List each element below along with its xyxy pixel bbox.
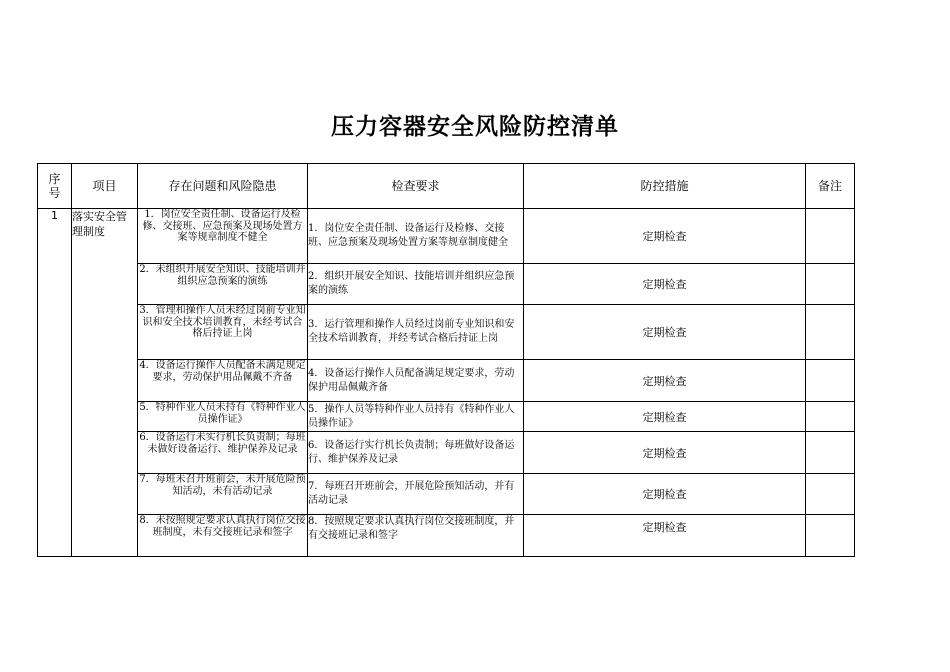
header-requirements: 检查要求 [308, 164, 524, 209]
requirement-cell: 3．运行管理和操作人员经过岗前专业知识和安全技术培训教育，并经考试合格后持证上岗 [308, 305, 524, 360]
header-project: 项目 [72, 164, 138, 209]
issue-cell: 2．未组织开展安全知识、技能培训并组织应急预案的演练 [138, 264, 308, 305]
requirement-cell: 1．岗位安全责任制、设备运行及检修、交接班、应急预案及现场处置方案等规章制度健全 [308, 209, 524, 264]
remark-cell [806, 305, 855, 360]
remark-cell [806, 515, 855, 557]
remark-cell [806, 432, 855, 474]
table-row [38, 264, 855, 305]
measure-cell: 定期检查 [524, 515, 806, 557]
risk-control-table [37, 163, 855, 557]
issue-cell: 8．未按照规定要求认真执行岗位交接班制度，未有交接班记录和签字 [138, 515, 308, 557]
table-row [38, 402, 855, 432]
header-measures: 防控措施 [524, 164, 806, 209]
table-row [38, 209, 855, 264]
measure-cell: 定期检查 [524, 474, 806, 515]
remark-cell [806, 360, 855, 402]
requirement-cell: 4．设备运行操作人员配备满足规定要求，劳动保护用品佩戴齐备 [308, 360, 524, 402]
header-remarks: 备注 [806, 164, 855, 209]
project-name: 落实安全管理制度 [72, 209, 138, 557]
header-num: 序号 [38, 164, 72, 209]
table-row [38, 360, 855, 402]
remark-cell [806, 264, 855, 305]
issue-cell: 5．特种作业人员未持有《特种作业人员操作证》 [138, 402, 308, 432]
remark-cell [806, 474, 855, 515]
requirement-cell: 8．按照规定要求认真执行岗位交接班制度，并有交接班记录和签字 [308, 515, 524, 557]
row-number: 1 [38, 209, 72, 557]
issue-cell: 3．管理和操作人员未经过岗前专业知识和安全技术培训教育，未经考试合格后持证上岗 [138, 305, 308, 360]
issue-cell: 6．设备运行未实行机长负责制；每班未做好设备运行、维护保养及记录 [138, 432, 308, 474]
measure-cell: 定期检查 [524, 432, 806, 474]
table-row [38, 515, 855, 557]
remark-cell [806, 402, 855, 432]
measure-cell: 定期检查 [524, 209, 806, 264]
measure-cell: 定期检查 [524, 360, 806, 402]
table-row [38, 305, 855, 360]
requirement-cell: 6．设备运行实行机长负责制；每班做好设备运行、维护保养及记录 [308, 432, 524, 474]
measure-cell: 定期检查 [524, 305, 806, 360]
page-title: 压力容器安全风险防控清单 [331, 114, 619, 140]
remark-cell [806, 209, 855, 264]
table-header-row [38, 164, 855, 209]
header-issues: 存在问题和风险隐患 [138, 164, 308, 209]
issue-cell: 7．每班未召开班前会，未开展危险预知活动，未有活动记录 [138, 474, 308, 515]
issue-cell: 1．岗位安全责任制、设备运行及检修、交接班、应急预案及现场处置方案等规章制度不健全 [138, 209, 308, 264]
measure-cell: 定期检查 [524, 402, 806, 432]
requirement-cell: 7．每班召开班前会，开展危险预知活动，并有活动记录 [308, 474, 524, 515]
measure-cell: 定期检查 [524, 264, 806, 305]
requirement-cell: 5．操作人员等特种作业人员持有《特种作业人员操作证》 [308, 402, 524, 432]
issue-cell: 4．设备运行操作人员配备未满足规定要求，劳动保护用品佩戴不齐备 [138, 360, 308, 402]
requirement-cell: 2．组织开展安全知识、技能培训并组织应急预案的演练 [308, 264, 524, 305]
table-row [38, 474, 855, 515]
table-row [38, 432, 855, 474]
